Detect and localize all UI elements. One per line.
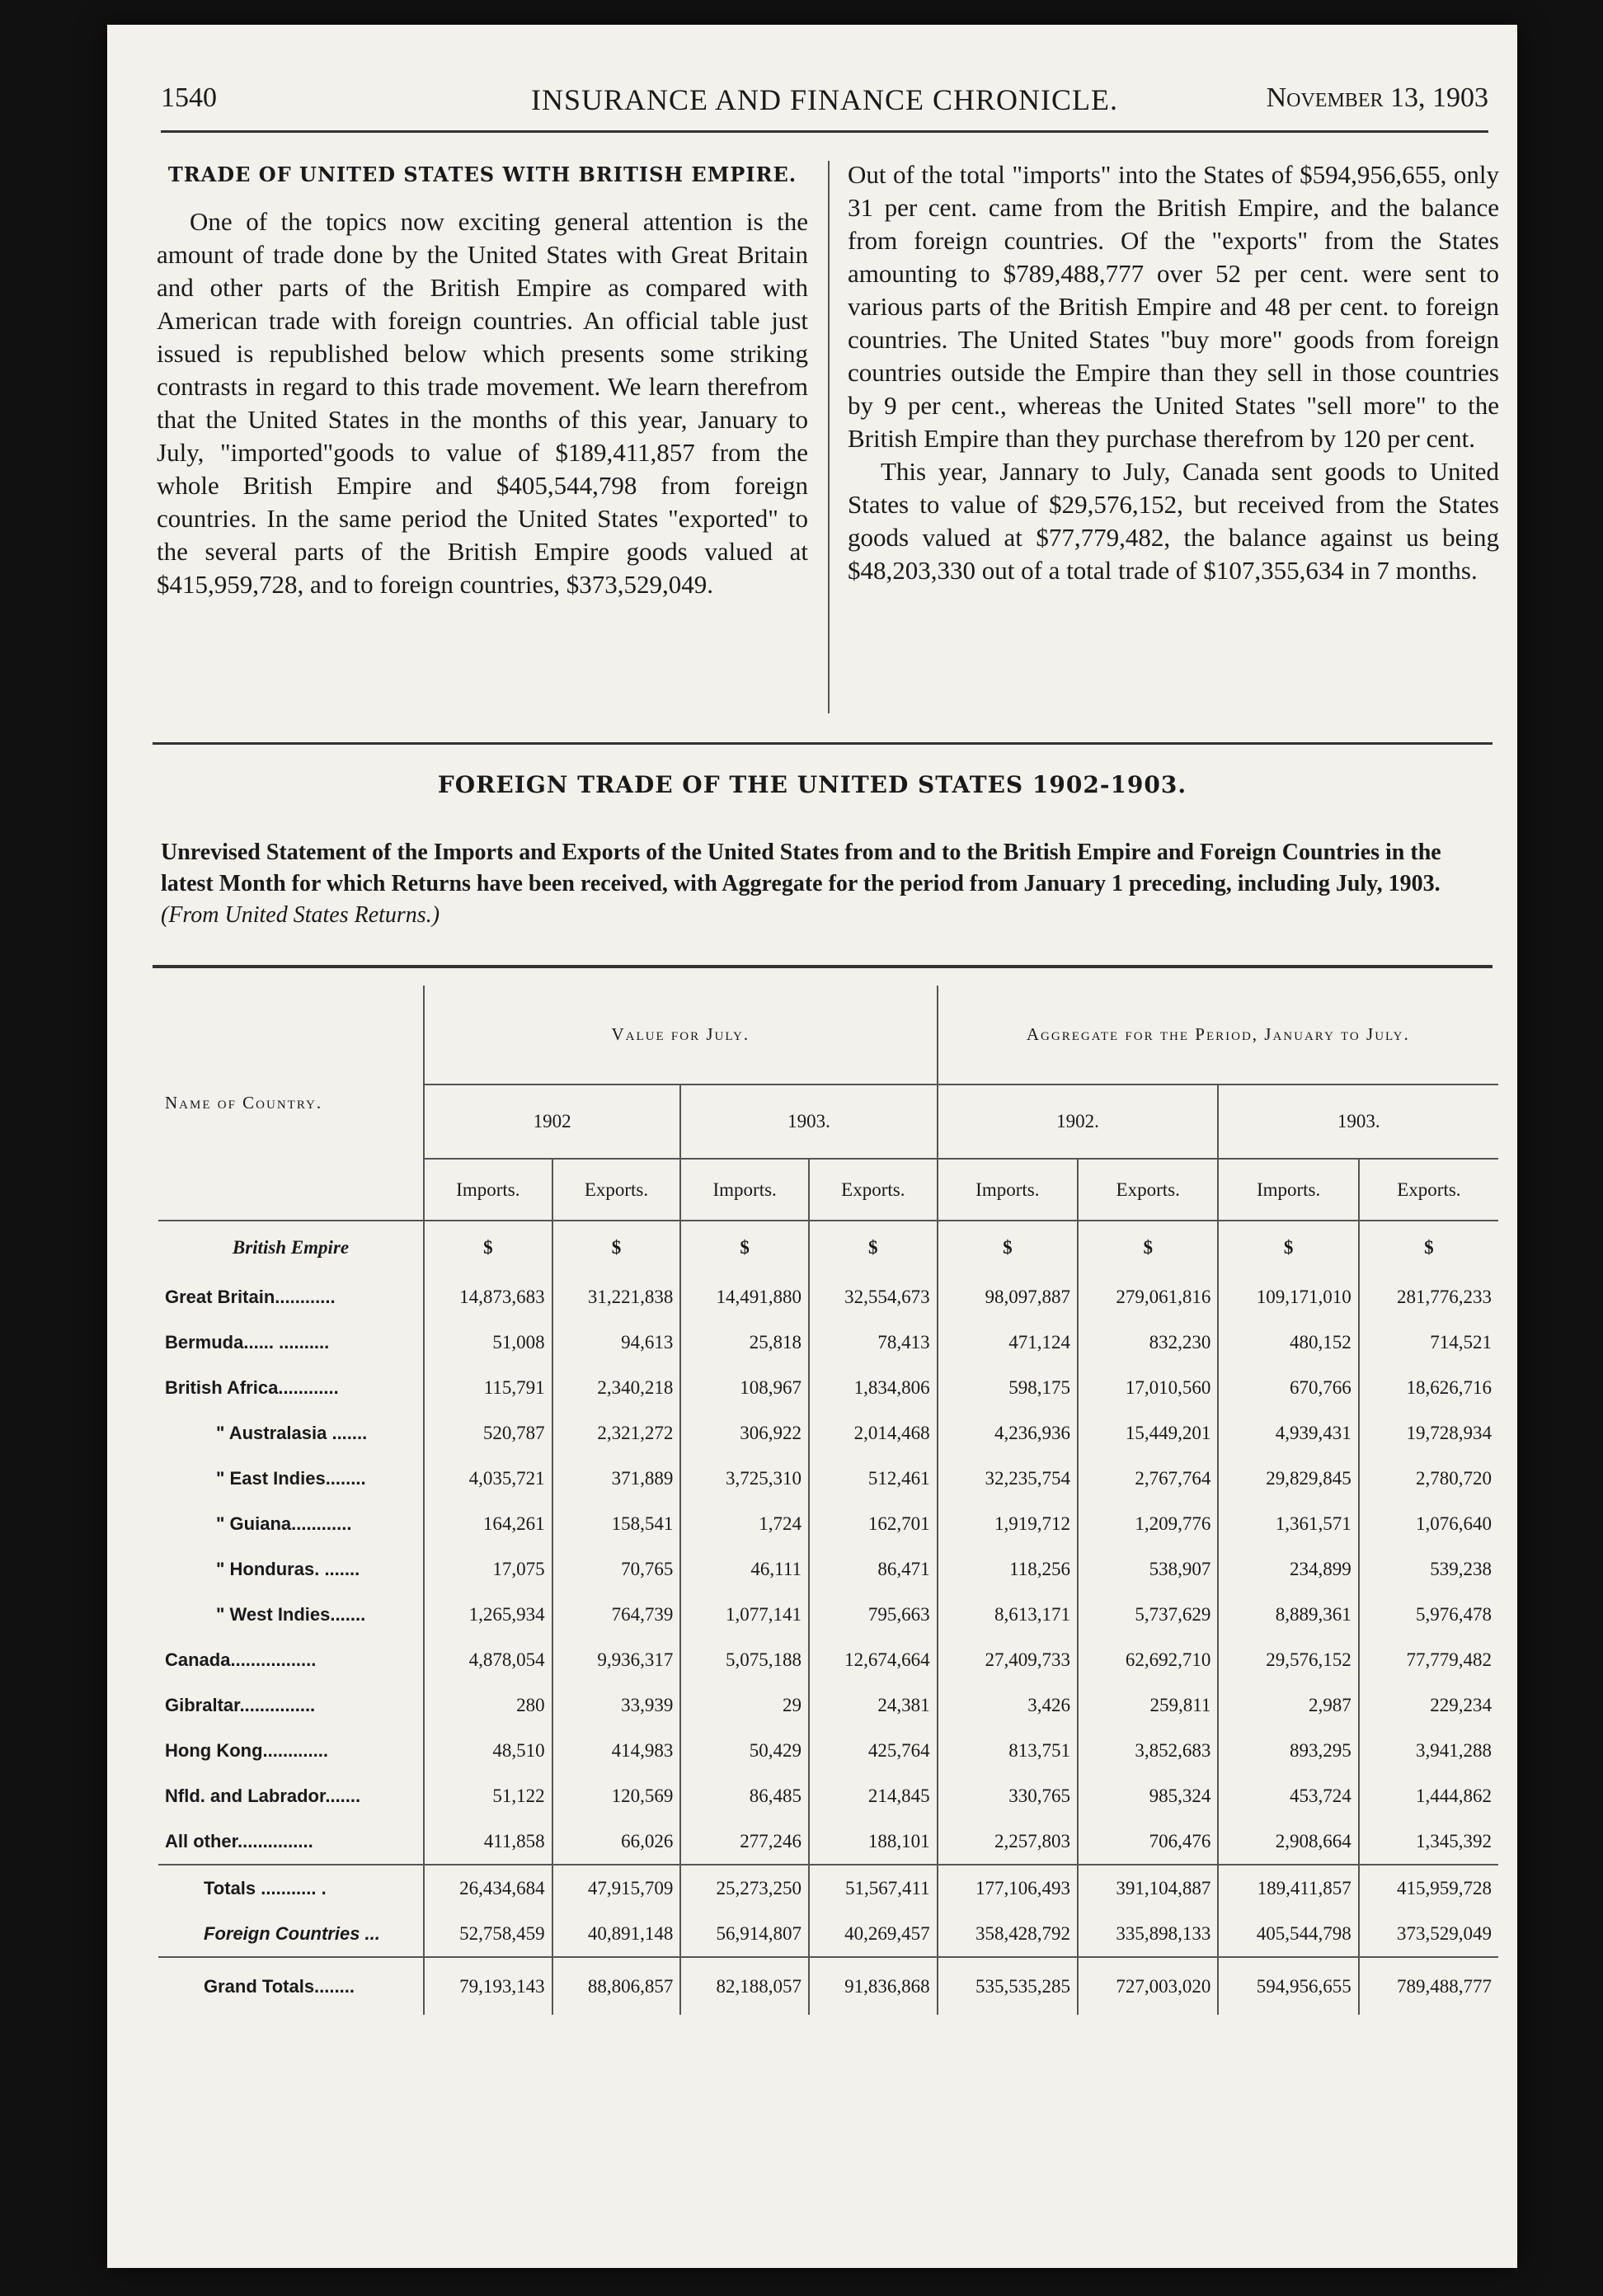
article-paragraph: One of the topics now exciting general attention is the amount of trade done by the United States with Great Britain and other parts of the British Empire as compared with American trade with foreign countries. An official table just issued is republished below which presents some striking contrasts in regard to this trade movement. We learn therefrom that the United States in the months of this year, January to July, "imported"goods to value of $189,411,857 from the whole British Empire and $405,544,798 from foreign countries. In the same period the United States "exported" to the several parts of the British Empire goods valued at $415,959,728, and to foreign countries, $373,529,049. bbox=[157, 207, 808, 599]
value-cell: 795,663 bbox=[809, 1592, 938, 1637]
value-cell: 2,257,803 bbox=[938, 1818, 1078, 1865]
value-cell: 162,701 bbox=[809, 1501, 938, 1546]
value-cell: 414,983 bbox=[552, 1728, 681, 1773]
value-cell: 281,776,233 bbox=[1359, 1274, 1498, 1320]
grand-total-row bbox=[158, 1957, 1498, 2015]
country-name: All other............... bbox=[165, 1830, 313, 1851]
value-cell: 234,899 bbox=[1218, 1546, 1358, 1592]
header-rule bbox=[161, 130, 1488, 133]
value-cell: 538,907 bbox=[1078, 1546, 1218, 1592]
country-name: " Honduras. ....... bbox=[216, 1558, 360, 1579]
group-header-aggregate: Aggregate for the Period, January to July. bbox=[938, 986, 1498, 1084]
value-cell: 358,428,792 bbox=[938, 1911, 1078, 1957]
value-cell: 391,104,887 bbox=[1078, 1865, 1218, 1911]
value-cell: 2,014,468 bbox=[809, 1410, 938, 1456]
value-cell: 25,818 bbox=[680, 1320, 809, 1365]
value-cell: 118,256 bbox=[938, 1546, 1078, 1592]
table-row bbox=[158, 1365, 1498, 1410]
running-header bbox=[161, 82, 1488, 124]
table-top-rule bbox=[153, 965, 1493, 968]
value-cell: 1,345,392 bbox=[1359, 1818, 1498, 1865]
column-header: Exports. bbox=[552, 1159, 681, 1221]
value-cell: 62,692,710 bbox=[1078, 1637, 1218, 1682]
value-cell: 40,891,148 bbox=[552, 1911, 681, 1957]
section-label: British Empire bbox=[232, 1237, 350, 1258]
value-cell: 109,171,010 bbox=[1218, 1274, 1358, 1320]
country-name: Gibraltar............... bbox=[165, 1694, 316, 1715]
country-name: Bermuda...... .......... bbox=[165, 1331, 330, 1353]
grand-total-row bbox=[158, 1957, 1498, 2015]
value-cell: 2,908,664 bbox=[1218, 1818, 1358, 1865]
value-cell: 1,834,806 bbox=[809, 1365, 938, 1410]
value-cell: 17,075 bbox=[424, 1546, 552, 1592]
currency-sign: $ bbox=[1218, 1221, 1358, 1274]
country-name: Grand Totals........ bbox=[204, 1975, 355, 1997]
trade-table bbox=[158, 986, 1498, 2015]
country-name: Hong Kong............. bbox=[165, 1739, 328, 1761]
value-cell: 40,269,457 bbox=[809, 1911, 938, 1957]
value-cell: 279,061,816 bbox=[1078, 1274, 1218, 1320]
value-cell: 86,471 bbox=[809, 1546, 938, 1592]
table-subtitle bbox=[161, 837, 1476, 931]
column-header: Exports. bbox=[1359, 1159, 1498, 1221]
value-cell: 2,987 bbox=[1218, 1682, 1358, 1728]
value-cell: 471,124 bbox=[938, 1320, 1078, 1365]
value-cell: 31,221,838 bbox=[552, 1274, 681, 1320]
value-cell: 1,077,141 bbox=[680, 1592, 809, 1637]
value-cell: 98,097,887 bbox=[938, 1274, 1078, 1320]
country-name: Canada................. bbox=[165, 1649, 317, 1670]
currency-sign: $ bbox=[809, 1221, 938, 1274]
country-name: " Australasia ....... bbox=[216, 1422, 368, 1443]
value-cell: 280 bbox=[424, 1682, 552, 1728]
value-cell: 5,075,188 bbox=[680, 1637, 809, 1682]
value-cell: 764,739 bbox=[552, 1592, 681, 1637]
value-cell: 8,613,171 bbox=[938, 1592, 1078, 1637]
value-cell: 3,426 bbox=[938, 1682, 1078, 1728]
column-header: Exports. bbox=[1078, 1159, 1218, 1221]
country-header: Name of Country. bbox=[165, 1092, 323, 1113]
value-cell: 164,261 bbox=[424, 1501, 552, 1546]
value-cell: 2,340,218 bbox=[552, 1365, 681, 1410]
value-cell: 985,324 bbox=[1078, 1773, 1218, 1818]
value-cell: 9,936,317 bbox=[552, 1637, 681, 1682]
value-cell: 14,491,880 bbox=[680, 1274, 809, 1320]
value-cell: 2,780,720 bbox=[1359, 1456, 1498, 1501]
subtitle-source: (From United States Returns.) bbox=[161, 902, 440, 928]
year-header: 1903. bbox=[1218, 1084, 1498, 1159]
article-paragraph: Out of the total "imports" into the States of $594,956,655, only 31 per cent. came from the British Empire, and the balance from foreign countries. Of the "exports" from the States amounting to $789,488,777 over 52 per cent. were sent to various parts of the British Empire and 48 per cent. to foreign countries. The United States "buy more" goods from foreign countries outside the Empire than they sell in those countries by 9 per cent., whereas the United States "sell more" to the British Empire than they purchase therefrom by 120 per cent. bbox=[848, 160, 1499, 453]
value-cell: 415,959,728 bbox=[1359, 1865, 1498, 1911]
column-header: Imports. bbox=[424, 1159, 552, 1221]
table-row bbox=[158, 1773, 1498, 1818]
value-cell: 535,535,285 bbox=[938, 1957, 1078, 2015]
journal-title: INSURANCE AND FINANCE CHRONICLE. bbox=[530, 83, 1119, 116]
value-cell: 79,193,143 bbox=[424, 1957, 552, 2015]
value-cell: 32,554,673 bbox=[809, 1274, 938, 1320]
table-row bbox=[158, 1637, 1498, 1682]
value-cell: 33,939 bbox=[552, 1682, 681, 1728]
article-paragraph: This year, Jannary to July, Canada sent goods to United States to value of $29,576,152, but received from the States goods valued at $77,779,482, the balance against us being $48,203,330 out of a total trade of $107,355,634 in 7 months. bbox=[848, 457, 1499, 585]
value-cell: 15,449,201 bbox=[1078, 1410, 1218, 1456]
value-cell: 24,381 bbox=[809, 1682, 938, 1728]
country-name: " West Indies....... bbox=[216, 1603, 366, 1625]
value-cell: 598,175 bbox=[938, 1365, 1078, 1410]
value-cell: 2,321,272 bbox=[552, 1410, 681, 1456]
value-cell: 108,967 bbox=[680, 1365, 809, 1410]
value-cell: 52,758,459 bbox=[424, 1911, 552, 1957]
value-cell: 893,295 bbox=[1218, 1728, 1358, 1773]
value-cell: 177,106,493 bbox=[938, 1865, 1078, 1911]
value-cell: 512,461 bbox=[809, 1456, 938, 1501]
column-header: Imports. bbox=[1218, 1159, 1358, 1221]
value-cell: 411,858 bbox=[424, 1818, 552, 1865]
value-cell: 77,779,482 bbox=[1359, 1637, 1498, 1682]
value-cell: 25,273,250 bbox=[680, 1865, 809, 1911]
value-cell: 86,485 bbox=[680, 1773, 809, 1818]
value-cell: 91,836,868 bbox=[809, 1957, 938, 2015]
table-row bbox=[158, 1410, 1498, 1456]
article-column-left bbox=[157, 161, 808, 601]
column-header: Imports. bbox=[938, 1159, 1078, 1221]
year-header: 1902. bbox=[938, 1084, 1219, 1159]
value-cell: 259,811 bbox=[1078, 1682, 1218, 1728]
country-name: Totals ........... . bbox=[204, 1877, 327, 1898]
table-row bbox=[158, 1501, 1498, 1546]
value-cell: 94,613 bbox=[552, 1320, 681, 1365]
value-cell: 1,919,712 bbox=[938, 1501, 1078, 1546]
document-page bbox=[107, 25, 1517, 2268]
value-cell: 82,188,057 bbox=[680, 1957, 809, 2015]
value-cell: 29 bbox=[680, 1682, 809, 1728]
currency-sign: $ bbox=[680, 1221, 809, 1274]
value-cell: 480,152 bbox=[1218, 1320, 1358, 1365]
totals-rows bbox=[158, 1865, 1498, 1957]
value-cell: 1,444,862 bbox=[1359, 1773, 1498, 1818]
value-cell: 4,939,431 bbox=[1218, 1410, 1358, 1456]
value-cell: 26,434,684 bbox=[424, 1865, 552, 1911]
value-cell: 29,829,845 bbox=[1218, 1456, 1358, 1501]
value-cell: 813,751 bbox=[938, 1728, 1078, 1773]
value-cell: 306,922 bbox=[680, 1410, 809, 1456]
column-divider bbox=[828, 161, 830, 713]
currency-sign: $ bbox=[938, 1221, 1078, 1274]
value-cell: 594,956,655 bbox=[1218, 1957, 1358, 2015]
value-cell: 727,003,020 bbox=[1078, 1957, 1218, 2015]
country-rows bbox=[158, 1274, 1498, 1865]
value-cell: 1,361,571 bbox=[1218, 1501, 1358, 1546]
value-cell: 56,914,807 bbox=[680, 1911, 809, 1957]
value-cell: 5,737,629 bbox=[1078, 1592, 1218, 1637]
table-row bbox=[158, 1274, 1498, 1320]
currency-sign: $ bbox=[1078, 1221, 1218, 1274]
table-row bbox=[158, 1592, 1498, 1637]
value-cell: 1,076,640 bbox=[1359, 1501, 1498, 1546]
value-cell: 50,429 bbox=[680, 1728, 809, 1773]
value-cell: 8,889,361 bbox=[1218, 1592, 1358, 1637]
value-cell: 1,724 bbox=[680, 1501, 809, 1546]
value-cell: 405,544,798 bbox=[1218, 1911, 1358, 1957]
value-cell: 5,976,478 bbox=[1359, 1592, 1498, 1637]
column-header: Imports. bbox=[680, 1159, 809, 1221]
value-cell: 18,626,716 bbox=[1359, 1365, 1498, 1410]
value-cell: 48,510 bbox=[424, 1728, 552, 1773]
issue-date: November 13, 1903 bbox=[1266, 82, 1488, 113]
value-cell: 12,674,664 bbox=[809, 1637, 938, 1682]
table-row bbox=[158, 1320, 1498, 1365]
value-cell: 19,728,934 bbox=[1359, 1410, 1498, 1456]
value-cell: 4,236,936 bbox=[938, 1410, 1078, 1456]
value-cell: 32,235,754 bbox=[938, 1456, 1078, 1501]
totals-row bbox=[158, 1911, 1498, 1957]
value-cell: 373,529,049 bbox=[1359, 1911, 1498, 1957]
year-header: 1903. bbox=[680, 1084, 937, 1159]
country-name: Great Britain............ bbox=[165, 1286, 336, 1307]
country-name: " Guiana............ bbox=[216, 1513, 352, 1534]
value-cell: 425,764 bbox=[809, 1728, 938, 1773]
table-row bbox=[158, 1728, 1498, 1773]
value-cell: 706,476 bbox=[1078, 1818, 1218, 1865]
value-cell: 4,878,054 bbox=[424, 1637, 552, 1682]
value-cell: 330,765 bbox=[938, 1773, 1078, 1818]
column-header: Exports. bbox=[809, 1159, 938, 1221]
value-cell: 2,767,764 bbox=[1078, 1456, 1218, 1501]
totals-row bbox=[158, 1865, 1498, 1911]
value-cell: 4,035,721 bbox=[424, 1456, 552, 1501]
value-cell: 51,122 bbox=[424, 1773, 552, 1818]
value-cell: 115,791 bbox=[424, 1365, 552, 1410]
table-row bbox=[158, 1456, 1498, 1501]
value-cell: 70,765 bbox=[552, 1546, 681, 1592]
table-row bbox=[158, 1682, 1498, 1728]
currency-sign: $ bbox=[552, 1221, 681, 1274]
table-row bbox=[158, 1818, 1498, 1865]
value-cell: 158,541 bbox=[552, 1501, 681, 1546]
value-cell: 277,246 bbox=[680, 1818, 809, 1865]
value-cell: 714,521 bbox=[1359, 1320, 1498, 1365]
currency-sign: $ bbox=[1359, 1221, 1498, 1274]
year-header: 1902 bbox=[424, 1084, 680, 1159]
value-cell: 1,265,934 bbox=[424, 1592, 552, 1637]
value-cell: 14,873,683 bbox=[424, 1274, 552, 1320]
value-cell: 78,413 bbox=[809, 1320, 938, 1365]
value-cell: 189,411,857 bbox=[1218, 1865, 1358, 1911]
value-cell: 214,845 bbox=[809, 1773, 938, 1818]
value-cell: 229,234 bbox=[1359, 1682, 1498, 1728]
country-name: Foreign Countries ... bbox=[204, 1922, 380, 1944]
value-cell: 47,915,709 bbox=[552, 1865, 681, 1911]
currency-sign: $ bbox=[424, 1221, 552, 1274]
value-cell: 66,026 bbox=[552, 1818, 681, 1865]
value-cell: 453,724 bbox=[1218, 1773, 1358, 1818]
table-row bbox=[158, 1546, 1498, 1592]
value-cell: 371,889 bbox=[552, 1456, 681, 1501]
value-cell: 29,576,152 bbox=[1218, 1637, 1358, 1682]
country-name: British Africa............ bbox=[165, 1376, 339, 1398]
country-name: " East Indies........ bbox=[216, 1467, 366, 1489]
value-cell: 3,852,683 bbox=[1078, 1728, 1218, 1773]
section-rule bbox=[153, 742, 1493, 745]
value-cell: 3,941,288 bbox=[1359, 1728, 1498, 1773]
page-number: 1540 bbox=[161, 82, 217, 113]
value-cell: 3,725,310 bbox=[680, 1456, 809, 1501]
article-column-right bbox=[848, 158, 1499, 587]
value-cell: 51,008 bbox=[424, 1320, 552, 1365]
value-cell: 789,488,777 bbox=[1359, 1957, 1498, 2015]
value-cell: 27,409,733 bbox=[938, 1637, 1078, 1682]
value-cell: 17,010,560 bbox=[1078, 1365, 1218, 1410]
subtitle-text: Unrevised Statement of the Imports and Exports of the United States from and to the British Empire and Foreign Countries in the latest Month for which Returns have been received, with Aggregate for the period from January 1 preceding, including July, 1903. bbox=[161, 840, 1441, 896]
value-cell: 539,238 bbox=[1359, 1546, 1498, 1592]
value-cell: 1,209,776 bbox=[1078, 1501, 1218, 1546]
article-heading: TRADE OF UNITED STATES WITH BRITISH EMPIRE. bbox=[167, 162, 797, 186]
table-title: FOREIGN TRADE OF THE UNITED STATES 1902-1903. bbox=[437, 771, 1187, 798]
value-cell: 832,230 bbox=[1078, 1320, 1218, 1365]
value-cell: 46,111 bbox=[680, 1546, 809, 1592]
value-cell: 670,766 bbox=[1218, 1365, 1358, 1410]
value-cell: 335,898,133 bbox=[1078, 1911, 1218, 1957]
value-cell: 120,569 bbox=[552, 1773, 681, 1818]
value-cell: 88,806,857 bbox=[552, 1957, 681, 2015]
value-cell: 188,101 bbox=[809, 1818, 938, 1865]
value-cell: 51,567,411 bbox=[809, 1865, 938, 1911]
country-name: Nfld. and Labrador....... bbox=[165, 1785, 361, 1806]
value-cell: 520,787 bbox=[424, 1410, 552, 1456]
group-header-july: Value for July. bbox=[424, 986, 938, 1084]
